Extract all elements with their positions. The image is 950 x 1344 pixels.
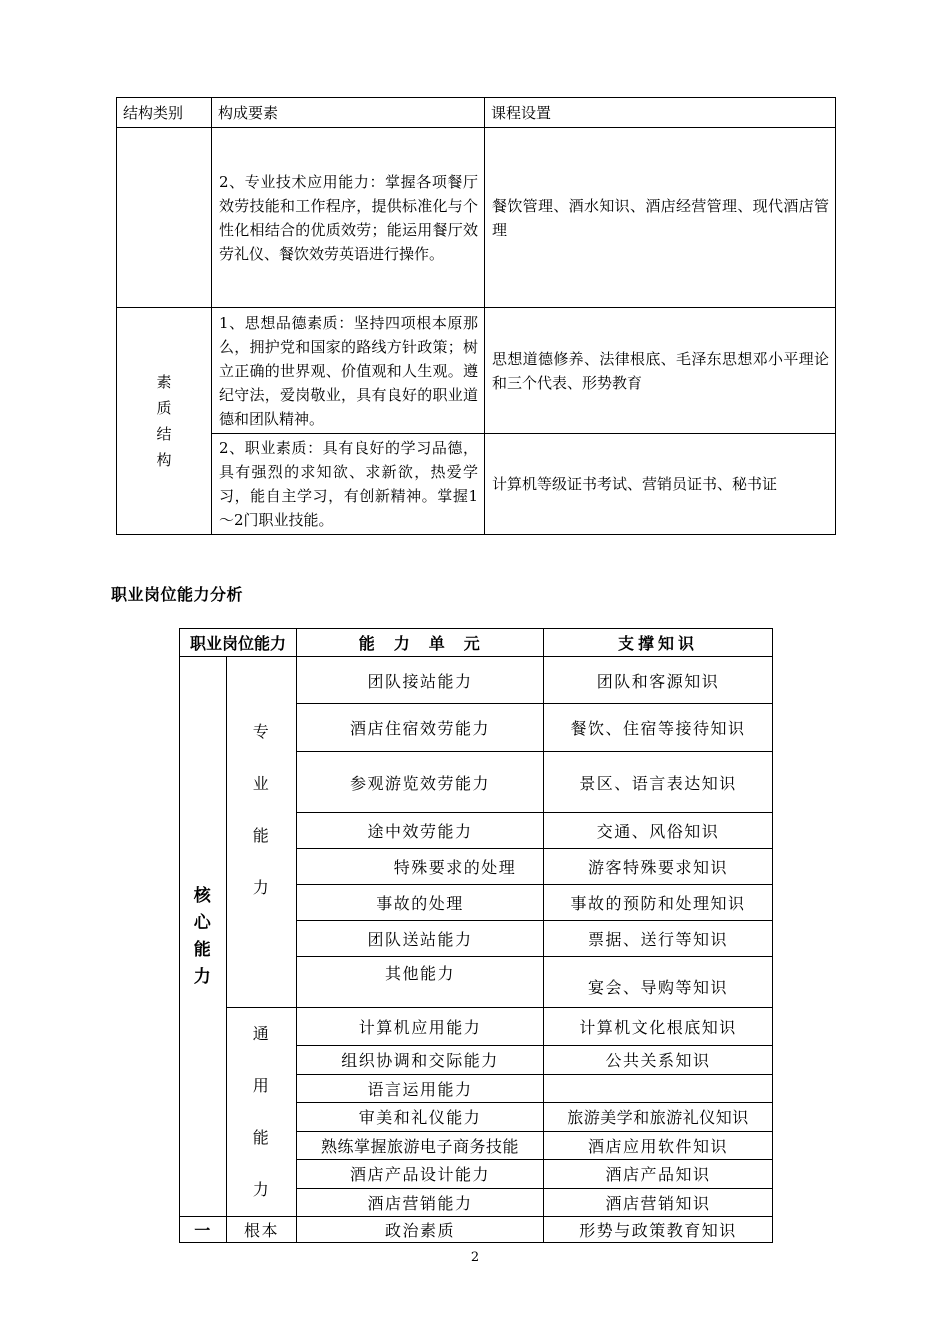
support-knowledge (544, 1074, 773, 1103)
table-row (180, 657, 773, 704)
ability-unit: 语言运用能力 (297, 1074, 544, 1103)
ability-unit: 特殊要求的处理 (297, 849, 544, 885)
support-knowledge: 旅游美学和旅游礼仪知识 (544, 1103, 773, 1132)
support-knowledge: 交通、风俗知识 (544, 813, 773, 849)
char: 能 (193, 939, 213, 960)
support-knowledge: 事故的预防和处理知识 (544, 885, 773, 921)
table-header-row (180, 629, 773, 657)
last-row-col2: 根本 (227, 1217, 297, 1243)
support-knowledge: 景区、语言表达知识 (544, 752, 773, 813)
char: 力 (252, 878, 271, 897)
ability-unit: 事故的处理 (297, 885, 544, 921)
char: 业 (252, 774, 271, 793)
job-ability-table (179, 628, 773, 1243)
section-title: 职业岗位能力分析 (111, 585, 244, 604)
general-ability-label (227, 1008, 297, 1217)
courses-cell: 计算机等级证书考试、营销员证书、秘书证 (485, 434, 836, 535)
ability-unit: 团队接站能力 (297, 657, 544, 704)
char: 构 (156, 451, 172, 469)
support-knowledge: 餐饮、住宿等接待知识 (544, 704, 773, 752)
element-cell: 1、思想品德素质：坚持四项根本原那么，拥护党和国家的路线方针政策；树立正确的世界观、价值观和人生观。遵纪守法，爱岗敬业，具有良好的职业道德和团队精神。 (212, 308, 485, 434)
char: 力 (193, 966, 213, 987)
table-row (117, 128, 836, 308)
char: 质 (156, 399, 172, 417)
char: 用 (252, 1076, 271, 1095)
char: 力 (252, 1180, 271, 1199)
header-courses: 课程设置 (485, 98, 836, 128)
char: 能 (252, 1128, 271, 1147)
professional-ability-label (227, 657, 297, 1008)
header-ability-unit: 能 力 单 元 (297, 629, 544, 657)
support-knowledge: 宴会、导购等知识 (544, 957, 773, 1008)
header-support-knowledge: 支撑知识 (544, 629, 773, 657)
support-knowledge: 酒店应用软件知识 (544, 1131, 773, 1160)
spacer (227, 914, 296, 958)
table-header-row (117, 98, 836, 128)
element-cell: 2、职业素质：具有良好的学习品德，具有强烈的求知欲、求新欲，热爱学习，能自主学习，有创新精神。掌握1～2门职业技能。 (212, 434, 485, 535)
support-knowledge: 公共关系知识 (544, 1046, 773, 1075)
char: 素 (156, 373, 172, 391)
ability-unit: 酒店住宿效劳能力 (297, 704, 544, 752)
header-job-ability: 职业岗位能力 (180, 629, 297, 657)
ability-unit: 参观游览效劳能力 (297, 752, 544, 813)
support-knowledge: 团队和客源知识 (544, 657, 773, 704)
ability-unit: 酒店产品设计能力 (297, 1160, 544, 1189)
courses-cell: 思想道德修养、法律根底、毛泽东思想邓小平理论和三个代表、形势教育 (485, 308, 836, 434)
support-knowledge: 形势与政策教育知识 (544, 1217, 773, 1243)
support-knowledge: 游客特殊要求知识 (544, 849, 773, 885)
ability-unit: 其他能力 (297, 957, 544, 1008)
empty-category-cell (117, 128, 212, 308)
header-category: 结构类别 (117, 98, 212, 128)
support-knowledge: 计算机文化根底知识 (544, 1008, 773, 1046)
ability-unit: 熟练掌握旅游电子商务技能 (297, 1131, 544, 1160)
ability-unit: 审美和礼仪能力 (297, 1103, 544, 1132)
ability-unit: 政治素质 (297, 1217, 544, 1243)
header-element: 构成要素 (212, 98, 485, 128)
page-number: 2 (470, 1250, 480, 1265)
ability-unit: 途中效劳能力 (297, 813, 544, 849)
course-structure-table (116, 97, 836, 535)
char: 结 (156, 425, 172, 443)
table-row (117, 308, 836, 434)
courses-cell: 餐饮管理、酒水知识、酒店经营管理、现代酒店管理 (485, 128, 836, 308)
char: 通 (252, 1024, 271, 1043)
table-row (180, 1008, 773, 1046)
core-ability-label (180, 657, 227, 1217)
ability-unit: 组织协调和交际能力 (297, 1046, 544, 1075)
last-row-col1: 一 (180, 1217, 227, 1243)
ability-unit: 团队送站能力 (297, 921, 544, 957)
support-knowledge: 酒店产品知识 (544, 1160, 773, 1189)
char: 核 (193, 885, 213, 906)
support-knowledge: 酒店营销知识 (544, 1188, 773, 1217)
char: 专 (252, 722, 271, 741)
char: 能 (252, 826, 271, 845)
char: 心 (193, 912, 213, 933)
ability-unit: 计算机应用能力 (297, 1008, 544, 1046)
quality-structure-label (117, 308, 212, 535)
table-row (180, 1217, 773, 1243)
element-cell: 2、专业技术应用能力：掌握各项餐厅效劳技能和工作程序，提供标准化与个性化相结合的优质效劳；能运用餐厅效劳礼仪、餐饮效劳英语进行操作。 (212, 128, 485, 308)
table-row (117, 434, 836, 535)
ability-unit: 酒店营销能力 (297, 1188, 544, 1217)
support-knowledge: 票据、送行等知识 (544, 921, 773, 957)
